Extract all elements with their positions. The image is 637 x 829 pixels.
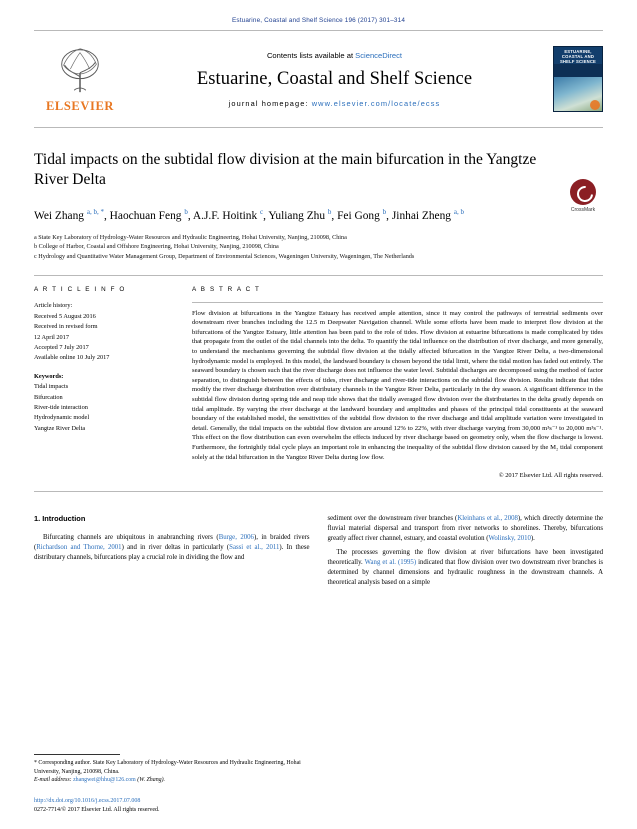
keyword-1: Tidal impacts [34,383,69,391]
homepage-prefix: journal homepage: [228,98,312,108]
email-link[interactable]: zhangwei@hhu@126.com [73,777,136,784]
paragraph-right-1: sediment over the downstream river branches (Kleinhans et al., 2008), which directly determine the fluvial material dispersal and transport from river networks to shorelines. Thereby, bifurcations greatly affect river channel, estuary, and coastal evolution (Wolinsky, 2010). [327,514,603,542]
body-columns [34,514,603,592]
crossmark-label: CrossMark [570,207,596,213]
cover-logo-icon [590,100,600,110]
citation-link[interactable]: Wolinsky, 2010 [488,534,531,542]
doi-link[interactable]: http://dx.doi.org/10.1016/j.ecss.2017.07.008 [34,798,141,804]
abstract-heading: A B S T R A C T [192,286,261,294]
section-title: Introduction [42,513,86,523]
abstract-text: Flow division at bifurcations in the Yangtze Estuary has received ample attention, since it may control the pathways of terrestrial sediments over downstream river branches including the 12.5 m Deepwater Navigation channel. While some efforts have been made to interpret flow division at the bifurcations of the Yangtze Estuary, little attention has been paid to the role of tides. Flow division at estuarine bifurcations is made complicated by tides that propagate from the outlet of the tidal channels into the delta. To quantify the tidal influence on the distribution of river discharge, and more generally, to understand the mechanisms governing the subtidal flow division at the tidally affected bifurcation in the Yangtze River Delta, a two-dimensional hydrodynamic model is employed. In this model, the landward boundary is chosen beyond the tidal limit, where the tidal motion has faded out entirely. The seaward boundary is chosen such that the river discharge does not influence the water level. Subtidal discharges are decomposed using the method of factor separation, to distinguish between the effects of tides, river discharge and river-tide interactions on the subtidal flow division. Results indicate that tides modify the river discharge distribution over distributary channels in the Yangtze River Delta, particularly in the dry season. A significant difference in the subtidal flow division during spring tide and neap tide shows that the tidally averaged flow division over the distributaries in the delta greatly depends on tidal amplitude. By varying the river discharge at the landward boundary and amplitudes and phases of the principal tidal constituents at the seaward boundary of the established model, the sensitivities of the subtidal flow division to the river discharge and tidal amplitude variation were investigated in detail. Generally, the tidal impacts on the subtidal flow division are around 12% to 22%, with river discharge varying from 30,000 m³s⁻¹ to 20,000 m³s⁻¹. This effect on the flow distribution can even overwhelm the effects induced by river discharge based on geometry only, when the flow discharge is lowest. Furthermore, the fortnightly tidal cycle plays an important role in enhancing the inequality of the subtidal flow division caused by the M₂ tidal component solely at the tidal bifurcation in the Yangtze River Delta during low flow. [192,309,603,461]
footnote-divider [34,754,120,755]
journal-title: Estuarine, Coastal and Shelf Science [196,68,473,89]
elsevier-tree-icon [51,44,109,96]
crossmark-badge[interactable] [563,176,603,216]
article-info [34,285,174,481]
footnote-corresponding: * Corresponding author. State Key Laboratory of Hydrology-Water Resources and Hydraulic Engineering, Hohai University, Nanjing, 210098, China. [34,760,301,775]
journal-homepage-line [229,99,441,108]
issn-copyright: 0272-7714/© 2017 Elsevier Ltd. All rights reserved. [34,807,160,813]
divider-info-top [34,275,603,276]
divider-abstract-bottom [34,491,603,492]
elsevier-logo [34,31,126,127]
article-info-heading: A R T I C L E I N F O [34,286,126,294]
body-column-right [328,514,604,592]
history-line-3: 12 April 2017 [34,333,69,341]
keyword-4: Hydrodynamic model [34,414,90,422]
affiliation-b: b College of Harbor, Coastal and Offshore Engineering, Hohai University, Nanjing, 210098, China [34,243,279,251]
section-heading [34,514,310,524]
citation-link[interactable]: Richardson and Thorne, 2001 [36,543,122,551]
page-footer [34,797,160,815]
cover-title: ESTUARINE, COASTAL AND SHELF SCIENCE [559,49,597,64]
paragraph-right-2: The processes governing the flow division at river bifurcations have been investigated theoretically. Wang et al. (1995) indicated that flow division over two downstream river branches is determined by channel dimensions and hydraulic roughness in the downstream channels. A theoretical analysis based on a simple [327,548,603,586]
running-head: Estuarine, Coastal and Shelf Science 196 (2017) 301–314 [231,17,406,24]
elsevier-wordmark: ELSEVIER [45,99,115,113]
homepage-url[interactable]: www.elsevier.com/locate/ecss [311,98,441,108]
citation-link[interactable]: Sassi et al., 2011 [229,543,280,551]
keyword-3: River-tide interaction [34,404,88,412]
info-abstract-row [34,285,603,481]
body-column-left [34,514,310,592]
affiliation-a: a State Key Laboratory of Hydrology-Water Resources and Hydraulic Engineering, Hohai University, Nanjing, 210098, China [34,233,347,241]
contents-prefix: Contents lists available at [266,50,356,60]
footnote-email-line [34,776,312,785]
divider-abstract-top [192,302,603,303]
history-line-1: Received 5 August 2016 [34,312,96,320]
citation-link[interactable]: Kleinhans et al., 2008 [457,514,518,522]
history-title: Article history: [34,302,73,310]
crossmark-icon [570,179,596,205]
journal-cover-image [553,46,603,112]
author-list: Wei Zhang $^{a, b, *}$, Haochuan Feng $^b$, A.J.F. Hoitink $^c$, Yuliang Zhu $^b$, Fei Gong $^b$, Jinhai Zheng $^{a, b}$ [34,208,464,222]
citation-link[interactable]: Wang et al. (1995) [364,558,417,566]
keyword-5: Yangtze River Delta [34,424,86,432]
section-number: 1. [34,513,41,523]
journal-masthead [34,31,603,128]
abstract [192,285,603,481]
history-line-4: Accepted 7 July 2017 [34,344,89,352]
affiliations [34,233,603,261]
journal-cover [543,31,603,127]
history-line-2: Received in revised form [34,323,98,331]
abstract-copyright: © 2017 Elsevier Ltd. All rights reserved. [498,472,603,480]
keywords-title: Keywords: [34,372,64,380]
keyword-2: Bifurcation [34,393,63,401]
contents-line [267,51,402,60]
sciencedirect-link[interactable]: ScienceDirect [355,50,403,60]
page-title: Tidal impacts on the subtidal flow division at the main bifurcation in the Yangtze River Delta [34,151,537,188]
history-line-5: Available online 10 July 2017 [34,354,110,362]
affiliation-c: c Hydrology and Quantitative Water Management Group, Department of Environmental Sciences, Wageningen University, Wageningen, The Netherlands [34,252,415,260]
corresponding-author-footnote [34,754,312,785]
masthead-center [126,31,543,127]
email-label: E-mail address: [34,777,72,784]
paragraph-left-1: Bifurcating channels are ubiquitous in anabranching rivers (Burge, 2006), in braided rivers (Richardson and Thorne, 2001) and in river deltas in particularly (Sassi et al., 2011). In these distributary channels, bifurcations play a crucial role in dividing the flow and [34,533,310,561]
email-suffix: (W. Zhang). [135,777,166,784]
citation-link[interactable]: Burge, 2006 [218,533,254,541]
